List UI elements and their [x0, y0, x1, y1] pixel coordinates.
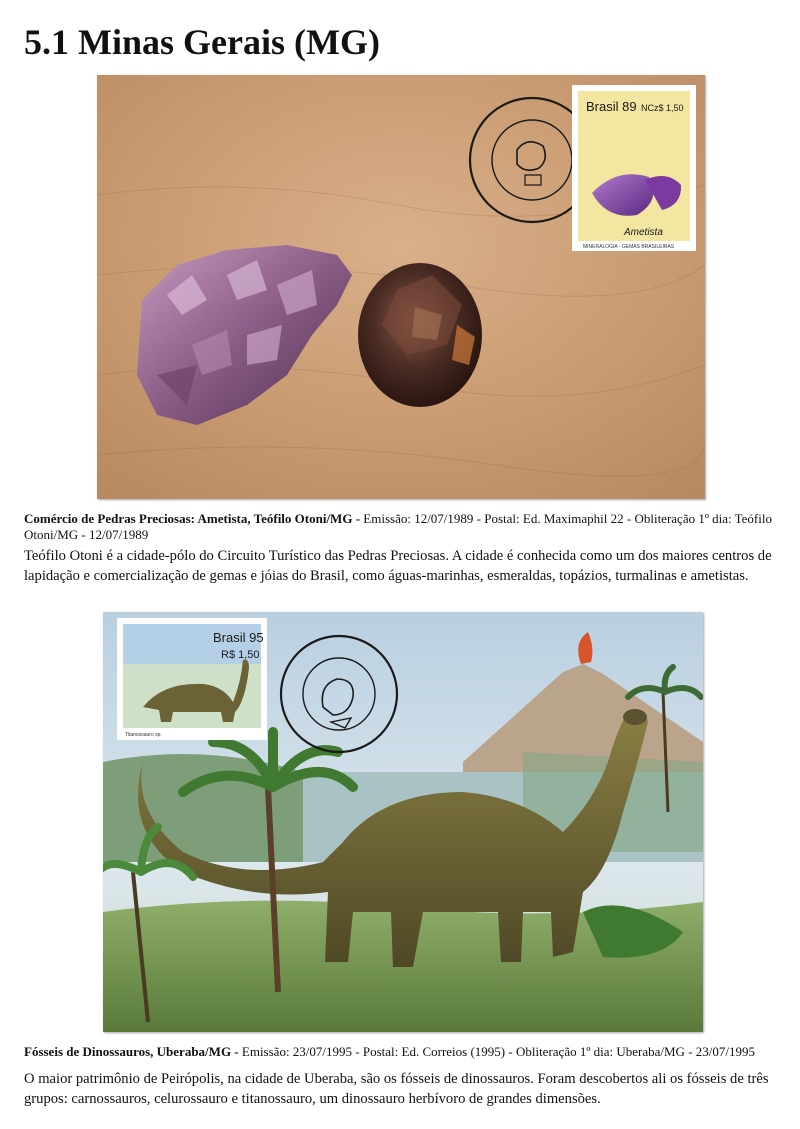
paragraph-peiropolis: O maior patrimônio de Peirópolis, na cidade de Uberaba, são os fósseis de dinossauros. Foram descobertos ali os fósseis de três grupos: carnossauros, celurossauro e titanossauro, um dinossauro herbívoro de grandes dimensões. [24, 1071, 769, 1107]
caption-dinosaur-details: Emissão: 23/07/1995 - Postal: Ed. Correios (1995) - Obliteração 1º dia: Uberaba/MG - 23/07/1995 [241, 1044, 755, 1059]
stamp2-country-year: Brasil 95 [213, 630, 264, 645]
stamp1-name: Ametista [624, 227, 663, 238]
stamp1-value: NCz$ 1,50 [641, 103, 684, 113]
dinosaur-postcard [103, 612, 703, 1032]
smoky-quartz-gem [358, 263, 482, 407]
stamp1-country-year: Brasil 89 [586, 99, 637, 114]
stamp2-value: R$ 1,50 [221, 649, 260, 661]
paragraph-teofilo-otoni: Teófilo Otoni é a cidade-pólo do Circuito Turístico das Pedras Preciosas. A cidade é conhecida como um dos maiores centros de lapidação e comercialização de gemas e jóias do Brasil, como águas-marinhas, esmeraldas, topázios, turmalinas e ametistas. [24, 548, 772, 584]
caption-dinosaur [24, 1044, 784, 1060]
amethyst-stamp [572, 85, 696, 251]
stamp1-footer: MINERALOGIA - GEMAS BRASILEIRAS [583, 244, 675, 250]
caption-amethyst-details: Emissão: 12/07/1989 - Postal: Ed. Maximaphil 22 - Obliteração 1º dia: Teófilo Otoni/MG - 12/07/1989 [24, 511, 772, 542]
stamp2-footer: Titanossauro sp. [125, 732, 162, 738]
caption-amethyst-title: Comércio de Pedras Preciosas: Ametista, Teófilo Otoni/MG - [24, 511, 361, 526]
dinosaur-postcard-image [103, 612, 703, 1032]
amethyst-postcard [97, 75, 705, 499]
page-title: 5.1 Minas Gerais (MG) [24, 22, 380, 62]
caption-amethyst [24, 511, 784, 543]
caption-dinosaur-title: Fósseis de Dinossauros, Uberaba/MG - [24, 1044, 239, 1059]
amethyst-postcard-image [97, 75, 705, 499]
dinosaur-stamp [117, 618, 267, 740]
